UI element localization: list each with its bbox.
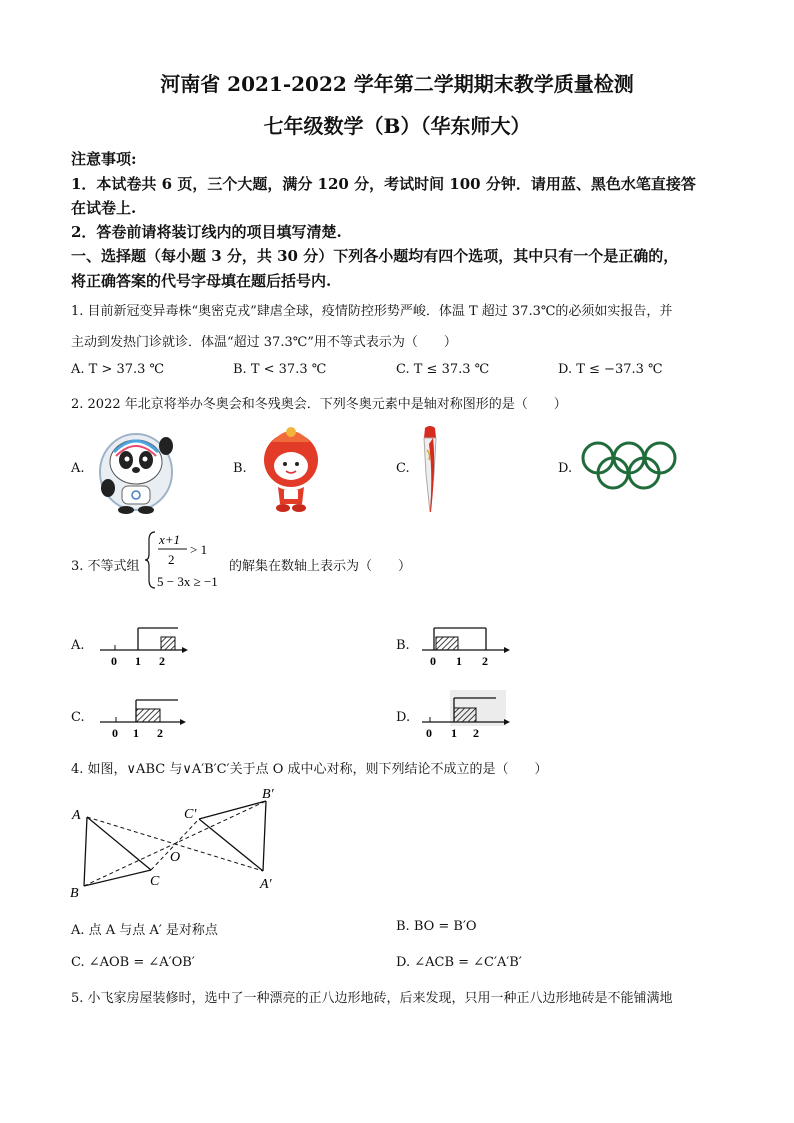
point-label-b: B (70, 886, 79, 901)
inequality-2: 5 − 3x ≥ −1 (157, 574, 218, 589)
tick-label-1: 1 (451, 726, 457, 740)
number-line-d (420, 690, 512, 742)
page-title: 河南省 2021-2022 学年第二学期期末教学质量检测 (160, 72, 634, 96)
notes-heading: 注意事项: (71, 150, 137, 168)
tick-label-1: 1 (456, 654, 462, 668)
fraction-numerator: x+1 (159, 532, 181, 547)
q3-option-b: B. (396, 638, 410, 653)
q1-option-d: D. T ≤ −37.3 ℃ (558, 362, 663, 377)
tick-label-0: 0 (112, 726, 118, 740)
number-line-b (420, 620, 512, 668)
note-2: 2．答卷前请将装订线内的项目填写清楚. (71, 223, 342, 241)
point-label-o: O (170, 850, 181, 865)
q1-stem-line1: 1. 目前新冠变异毒株“奥密克戎”肆虐全球，疫情防控形势严峻．体温 T 超过 37.3℃的必须如实报告，并 (71, 304, 673, 319)
q4-option-c: C. ∠AOB = ∠A′OB′ (71, 955, 195, 970)
q1-stem-line2: 主动到发热门诊就诊．体温“超过 37.3℃”用不等式表示为（ ） (71, 335, 457, 350)
tick-label-2: 2 (482, 654, 488, 668)
point-label-b-prime: B′ (262, 787, 274, 802)
q4-stem: 4. 如图，∨ABC 与∨A′B′C′关于点 O 成中心对称，则下列结论不成立的是（ ） (71, 762, 548, 777)
note-1-line2: 在试卷上. (71, 199, 137, 217)
tick-label-2: 2 (159, 654, 165, 668)
tick-label-1: 1 (133, 726, 139, 740)
q2-option-b: B. (233, 461, 247, 476)
tick-label-2: 2 (473, 726, 479, 740)
point-label-a: A (72, 808, 81, 823)
fraction-denominator: 2 (168, 552, 175, 567)
panda-mascot-image (94, 424, 178, 514)
central-symmetry-figure (66, 784, 286, 902)
number-line-a (98, 620, 188, 668)
q2-option-c: C. (396, 461, 410, 476)
q4-option-b: B. BO = B′O (396, 919, 477, 934)
q2-option-a: A. (71, 461, 85, 476)
inequality-system (145, 528, 227, 592)
olympic-rings-image (580, 440, 678, 492)
q1-option-b: B. T < 37.3 ℃ (233, 362, 327, 377)
q1-option-c: C. T ≤ 37.3 ℃ (396, 362, 490, 377)
q4-option-a: A. 点 A 与点 A′ 是对称点 (71, 923, 218, 938)
q4-option-d: D. ∠ACB = ∠C′A′B′ (396, 955, 522, 970)
q3-option-a: A. (71, 638, 85, 653)
q2-option-d: D. (558, 461, 573, 476)
section1-line1: 一、选择题（每小题 3 分，共 30 分）下列各小题均有四个选项，其中只有一个是正确的， (71, 247, 679, 265)
point-label-a-prime: A′ (260, 877, 272, 892)
q2-stem: 2. 2022 年北京将举办冬奥会和冬残奥会．下列冬奥元素中是轴对称图形的是（ ） (71, 397, 567, 412)
tick-label-1: 1 (135, 654, 141, 668)
tick-label-0: 0 (426, 726, 432, 740)
tick-label-2: 2 (157, 726, 163, 740)
q3-suffix: 的解集在数轴上表示为（ ） (229, 559, 412, 574)
q3-option-d: D. (396, 710, 411, 725)
number-line-c (98, 692, 188, 740)
tick-label-0: 0 (430, 654, 436, 668)
inequality-1-rhs: > 1 (190, 542, 208, 557)
q5-stem-line1: 5. 小飞家房屋装修时，选中了一种漂亮的正八边形地砖，后来发现，只用一种正八边形地砖是不能铺满地 (71, 991, 673, 1006)
point-label-c: C (150, 874, 160, 889)
q3-option-c: C. (71, 710, 85, 725)
tick-label-0: 0 (111, 654, 117, 668)
section1-line2: 将正确答案的代号字母填在题后括号内. (71, 272, 332, 290)
page-subtitle: 七年级数学（B）（华东师大） (263, 114, 531, 138)
point-label-c-prime: C′ (184, 807, 197, 822)
note-1-line1: 1．本试卷共 6 页，三个大题，满分 120 分，考试时间 100 分钟．请用蓝、黑色水笔直接答 (71, 175, 696, 193)
q3-prefix: 3. 不等式组 (71, 559, 140, 574)
q1-option-a: A. T > 37.3 ℃ (71, 362, 165, 377)
torch-image (417, 424, 443, 516)
lantern-mascot-image (258, 424, 324, 514)
